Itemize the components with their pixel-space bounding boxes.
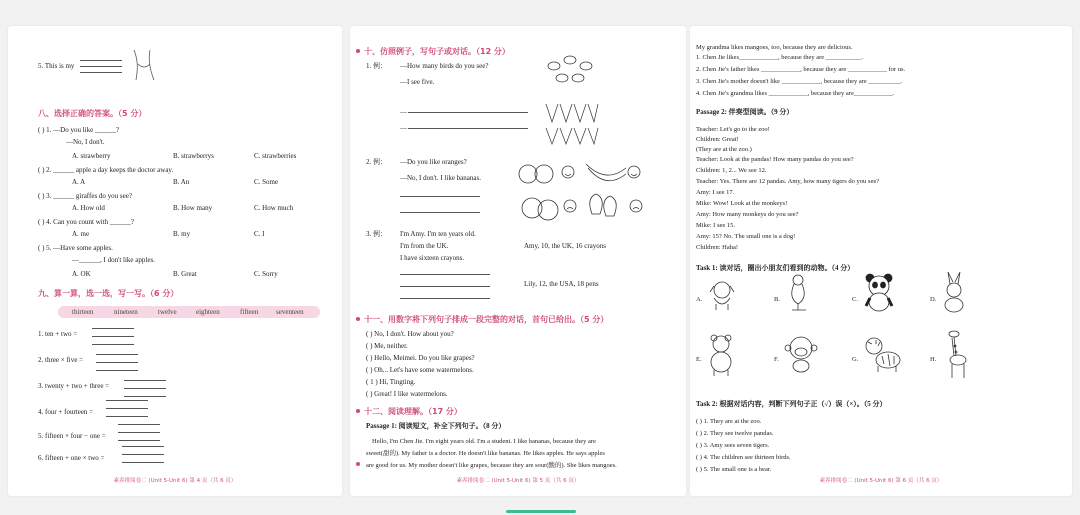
answer-line <box>400 286 490 287</box>
judge-line-5: ( ) 5. The small one is a bear. <box>696 466 772 473</box>
sec8-q3: ( ) 3. ______ giraffes do you see? <box>38 192 132 200</box>
passage-2-title: Passage 2: 伴奏型阅读。（9 分） <box>696 108 794 116</box>
answer-line <box>106 408 148 409</box>
dialogue-line: Children: 1, 2... We see 12. <box>696 167 767 174</box>
answer-line <box>118 424 160 425</box>
sec8-q2-c: C. Some <box>254 178 279 186</box>
sec8-q5-a: A. OK <box>72 270 91 278</box>
sec8-q3-b: B. How many <box>173 204 213 212</box>
dialogue-line: Teacher: Look at the pandas! How many pandas do you see? <box>696 156 854 163</box>
page-6 <box>690 26 1072 496</box>
calc-item-1: 1. ten + two = <box>38 330 78 338</box>
monkey-icon <box>784 334 818 374</box>
margin-dot <box>356 317 360 321</box>
sec8-q5-c: C. Sorry <box>254 270 278 278</box>
page-4 <box>8 26 342 496</box>
answer-line <box>106 416 148 417</box>
sec8-q1-b: B. strawberrys <box>173 152 214 160</box>
passage-1-last-line: My grandma likes mangoes, too, because they are delicious. <box>696 44 853 51</box>
giraffe-icon <box>942 328 972 380</box>
sec8-q4-c: C. I <box>254 230 265 238</box>
answer-line <box>122 462 164 463</box>
sec8-q2: ( ) 2. ______ apple a day keeps the doctor away. <box>38 166 174 174</box>
ex3-line-1: I'm Amy. I'm ten years old. <box>400 230 476 238</box>
word-bank-item: fifteen <box>240 308 259 316</box>
bear-icon <box>706 332 736 376</box>
animal-label: B. <box>774 296 780 303</box>
calc-item-3: 3. twenty + two + three = <box>38 382 110 390</box>
section-8-title: 八、选择正确的答案。（5 分） <box>38 109 147 118</box>
fruits-picture <box>516 154 646 230</box>
ex2-question: —Do you like oranges? <box>400 158 467 166</box>
order-line-1: ( ) No, I don't. How about you? <box>366 330 454 338</box>
answer-line <box>96 370 138 371</box>
sec8-q2-b: B. An <box>173 178 190 186</box>
order-line-4: ( ) Oh... Let's have some watermelons. <box>366 366 474 374</box>
answer-line <box>124 388 166 389</box>
animal-label: D. <box>930 296 937 303</box>
calc-item-5: 5. fifteen × four − one = <box>38 432 106 440</box>
answer-line <box>408 128 528 129</box>
judge-line-3: ( ) 3. Amy sees seven tigers. <box>696 442 770 449</box>
scroll-indicator[interactable] <box>506 510 576 513</box>
answer-line <box>122 446 164 447</box>
ex1-question: —How many birds do you see? <box>400 62 489 70</box>
order-line-5: ( 1 ) Hi, Tingting. <box>366 378 416 386</box>
task-2-title: Task 2: 根据对话内容，判断下列句子正（√）误（×）。（5 分） <box>696 400 887 408</box>
fill-sentence-2: 2. Chen Jie's father likes ____________, because they are ____________ for us. <box>696 66 906 73</box>
q5-this-is: 5. This is my <box>38 62 75 70</box>
sec8-q5-b: B. Great <box>173 270 197 278</box>
sec8-q3-c: C. How much <box>254 204 294 212</box>
passage-1-title: Passage 1: 阅读短文，补全下列句子。（8 分） <box>366 422 506 430</box>
ex3-line-2: I'm from the UK. <box>400 242 449 250</box>
animal-label: E. <box>696 356 702 363</box>
answer-line <box>400 298 490 299</box>
animal-label: C. <box>852 296 858 303</box>
passage-1-line-3: are good for us. My mother doesn't like grapes, because they are sour(酸的). She likes mangoes. <box>366 462 617 469</box>
ex1-label: 1. 例： <box>366 62 387 70</box>
dialogue-line: Teacher: Let's go to the zoo! <box>696 126 770 133</box>
ex3-info-lily: Lily, 12, the USA, 18 pens <box>524 280 599 288</box>
dog-icon <box>706 278 738 312</box>
task-1-title: Task 1: 读对话，圈出小朋友们看到的动物。（4 分） <box>696 264 855 272</box>
passage-1-line-2: sweet(甜的). My father is a doctor. He doesn't like bananas. He likes apples. He says apples <box>366 450 605 457</box>
sec8-q4-b: B. my <box>173 230 191 238</box>
sec8-q1-reply: —No, I don't. <box>66 138 105 146</box>
ex1-answer: —I see five. <box>400 78 435 86</box>
answer-line <box>118 432 160 433</box>
bird-icon <box>784 272 814 312</box>
answer-line <box>96 354 138 355</box>
section-10-title: 十、仿照例子，写句子或对话。（12 分） <box>364 47 510 56</box>
answer-line <box>96 362 138 363</box>
dialogue-line: Amy: I see 17. <box>696 189 735 196</box>
fill-sentence-1: 1. Chen Jie likes____________, because they are ___________. <box>696 54 864 61</box>
order-line-2: ( ) Me, neither. <box>366 342 408 350</box>
page-footer: 素养排阅卷二 (Unit 5-Unit 6) 第 5 页（共 6 页） <box>456 478 580 484</box>
passage-1-line-1: Hello, I'm Chen Jie. I'm eight years old. I'm a student. I like bananas, because they are <box>372 438 596 445</box>
dialogue-line: Mike: I see 15. <box>696 222 735 229</box>
tiger-icon <box>862 334 902 374</box>
dialogue-line: Mike: Wow! Look at the monkeys! <box>696 200 788 207</box>
answer-line <box>408 112 528 113</box>
ex2-label: 2. 例： <box>366 158 387 166</box>
answer-line <box>80 60 122 61</box>
answer-line <box>80 66 122 67</box>
calc-item-2: 2. three × five = <box>38 356 84 364</box>
sec8-q1-c: C. strawberries <box>254 152 297 160</box>
sec8-q4-a: A. me <box>72 230 90 238</box>
fill-sentence-3: 3. Chen Jie's mother doesn't like ____________, because they are __________. <box>696 78 903 85</box>
animal-label: H. <box>930 356 937 363</box>
sec8-q1: ( ) 1. —Do you like ______? <box>38 126 120 134</box>
animal-label: A. <box>696 296 703 303</box>
order-line-6: ( ) Great! I like watermelons. <box>366 390 448 398</box>
margin-dot <box>356 49 360 53</box>
word-bank-item: twelve <box>158 308 177 316</box>
dialogue-line: Amy: How many monkeys do you see? <box>696 211 799 218</box>
word-bank-item: nineteen <box>114 308 138 316</box>
ex2-answer: —No, I don't. I like bananas. <box>400 174 481 182</box>
calc-item-4: 4. four + fourteen = <box>38 408 94 416</box>
answer-line <box>124 396 166 397</box>
sec8-q1-a: A. strawberry <box>72 152 111 160</box>
animal-label: F. <box>774 356 779 363</box>
page-5: 十、仿照例子，写句子或对话。（12 分） 1. 例： —How many birds do you see? —I see five. — — 2. 例： —Do you like oranges? —No, I don't. I like bananas. 3. 例： I'm Amy. I'm ten years old. I'm from the UK. I have sixteen crayons. Amy, 10, the UK, 16 crayons Lily, 12, the USA, 18 pens 十一、用数字将下列句子排成一段完整的对话，首句已给出。（5 分） ( ) No, I don't. How about you? ( ) Me, neither. ( ) Hello, Meimei. Do you like grapes? ( ) Oh... Let's have some watermelons. ( 1 ) Hi, Tingting. ( ) Great! I like watermelons. 十二、阅读理解。（17 分） Passage 1: 阅读短文，补全下列句子。（8 分） Hello, I'm Chen Jie. I'm eight years old. I'm a student. I like bananas, because they are sweet(甜的). My father is a doctor. He doesn't like bananas. He likes apples. He says apples are good for us. My mother doesn't like grapes, because they are sour(酸的). She likes mangoes. 素养排阅卷二 (Unit 5-Unit 6) 第 5 页（共 6 页） <box>350 26 686 496</box>
page-footer: 素养排阅卷二 (Unit 5-Unit 6) 第 4 页（共 6 页） <box>113 478 237 484</box>
page-footer: 素养排阅卷二 (Unit 5-Unit 6) 第 6 页（共 6 页） <box>819 478 943 484</box>
answer-line <box>92 328 134 329</box>
ex3-label: 3. 例： <box>366 230 387 238</box>
answer-line <box>400 212 480 213</box>
word-bank <box>58 306 320 318</box>
word-bank-item: thirteen <box>72 308 94 316</box>
answer-line <box>80 72 122 73</box>
word-bank-item: seventeen <box>276 308 304 316</box>
answer-line <box>400 196 480 197</box>
rabbit-icon <box>940 270 970 314</box>
panda-icon <box>862 272 896 312</box>
order-line-3: ( ) Hello, Meimei. Do you like grapes? <box>366 354 475 362</box>
dialogue-line: (They are at the zoo.) <box>696 146 752 153</box>
dialogue-line: Amy: 15? No. The small one is a dog! <box>696 233 796 240</box>
margin-dot <box>356 462 360 466</box>
knee-picture <box>128 48 164 82</box>
sec8-q5: ( ) 5. —Have some apples. <box>38 244 113 252</box>
fill-sentence-4: 4. Chen Jie's grandma likes ____________, because they are____________. <box>696 90 895 97</box>
judge-line-2: ( ) 2. They see twelve pandas. <box>696 430 774 437</box>
answer-line <box>92 344 134 345</box>
answer-line <box>124 380 166 381</box>
dialogue-line: Children: Haha! <box>696 244 739 251</box>
birds-and-carrots-picture <box>542 52 600 148</box>
sec8-q5-reply: —______, I don't like apples. <box>72 256 155 264</box>
sec8-q3-a: A. How old <box>72 204 105 212</box>
animal-label: G. <box>852 356 859 363</box>
section-11-title: 十一、用数字将下列句子排成一段完整的对话，首句已给出。（5 分） <box>364 315 609 324</box>
ex3-line-3: I have sixteen crayons. <box>400 254 465 262</box>
answer-line <box>92 336 134 337</box>
ex3-info-amy: Amy, 10, the UK, 16 crayons <box>524 242 606 250</box>
calc-item-6: 6. fifteen + one × two = <box>38 454 105 462</box>
answer-line <box>118 440 160 441</box>
sec8-q2-a: A. A <box>72 178 86 186</box>
judge-line-1: ( ) 1. They are at the zoo. <box>696 418 762 425</box>
margin-dot <box>356 409 360 413</box>
judge-line-4: ( ) 4. The children see thirteen birds. <box>696 454 791 461</box>
sec8-q4: ( ) 4. Can you count with ______? <box>38 218 135 226</box>
section-12-title: 十二、阅读理解。（17 分） <box>364 407 462 416</box>
answer-line <box>122 454 164 455</box>
dialogue-line: Teacher: Yes. There are 12 pandas. Amy, how many tigers do you see? <box>696 178 880 185</box>
answer-line <box>400 274 490 275</box>
section-9-title: 九、算一算，选一选，写一写。（6 分） <box>38 289 179 298</box>
word-bank-item: eighteen <box>196 308 220 316</box>
dialogue-line: Children: Great! <box>696 136 739 143</box>
answer-line <box>106 400 148 401</box>
